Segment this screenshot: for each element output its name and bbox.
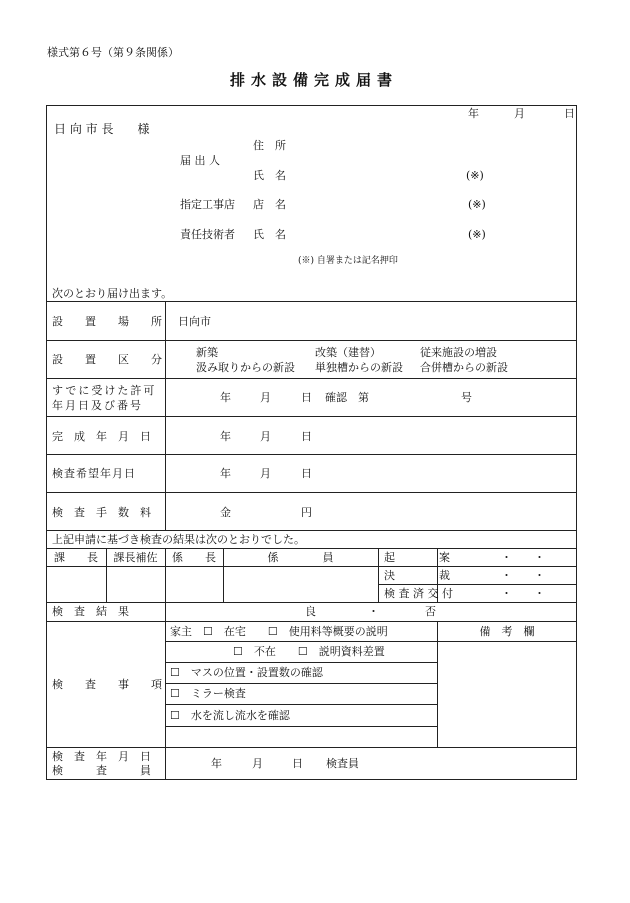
owner-check-line: 家主 ☐ 在宅 ☐ 使用料等概要の説明 xyxy=(170,625,388,638)
date-month: 月 xyxy=(514,107,525,120)
inspection-month: 月 xyxy=(252,757,263,770)
contractor-seal: (※) xyxy=(468,198,486,211)
result-dot: ・ xyxy=(368,605,379,618)
divider xyxy=(165,301,166,530)
divider xyxy=(46,530,577,531)
engineer-label: 責任技術者 xyxy=(180,228,235,241)
inspection-day: 日 xyxy=(292,757,303,770)
kian-label: 起 案 xyxy=(384,551,450,564)
divider xyxy=(378,584,577,585)
divider xyxy=(165,726,437,727)
completion-label: 完 成 年 月 日 xyxy=(52,430,151,443)
completion-year: 年 xyxy=(220,430,231,443)
fee-yen: 円 xyxy=(301,506,312,519)
fee-label: 検 査 手 数 料 xyxy=(52,506,151,519)
divider xyxy=(46,621,577,622)
location-label: 設 置 場 所 xyxy=(52,315,162,328)
divider xyxy=(437,621,438,747)
fee-kin: 金 xyxy=(220,506,231,519)
divider xyxy=(165,641,577,642)
absent-check-line: ☐ 不在 ☐ 説明資料差置 xyxy=(233,645,385,658)
applicant-name-label: 氏 名 xyxy=(253,169,286,182)
permit-label: すでに受けた許可 xyxy=(52,384,157,397)
kessai-date: ・ ・ xyxy=(501,569,545,582)
form-number: 様式第６号（第９条関係） xyxy=(47,46,179,59)
category-option: 単独槽からの新設 xyxy=(315,361,403,374)
divider xyxy=(46,301,577,302)
divider xyxy=(46,602,577,603)
result-intro: 上記申請に基づき検査の結果は次のとおりでした。 xyxy=(52,533,305,546)
inspection-request-label: 検査希望年月日 xyxy=(52,467,136,480)
kofu-date: ・ ・ xyxy=(501,587,545,600)
date-year: 年 xyxy=(468,107,479,120)
inspection-result-label: 検 査 結 果 xyxy=(52,605,129,618)
divider xyxy=(165,704,437,705)
permit-label: 年月日及び番号 xyxy=(52,399,143,412)
divider xyxy=(165,662,437,663)
date-day: 日 xyxy=(564,107,575,120)
applicant-label: 届 出 人 xyxy=(180,154,220,167)
seal-note: (※) 自署または記名押印 xyxy=(298,256,398,266)
divider xyxy=(46,566,378,567)
divider xyxy=(378,566,577,567)
permit-year: 年 xyxy=(220,391,231,404)
request-day: 日 xyxy=(301,467,312,480)
category-option: 汲み取りからの新設 xyxy=(196,361,295,374)
category-label: 設 置 区 分 xyxy=(52,353,162,366)
completion-month: 月 xyxy=(260,430,271,443)
kessai-label: 決 裁 xyxy=(384,569,450,582)
header-kakaricho: 係 長 xyxy=(172,551,216,564)
inspection-date-label: 検 査 年 月 日 xyxy=(52,750,151,763)
permit-day: 日 xyxy=(301,391,312,404)
intro-text: 次のとおり届け出ます。 xyxy=(52,287,173,300)
divider xyxy=(378,548,379,602)
inspection-year: 年 xyxy=(211,757,222,770)
divider xyxy=(46,747,577,748)
engineer-seal: (※) xyxy=(468,228,486,241)
contractor-name-label: 店 名 xyxy=(253,198,286,211)
header-kacho: 課 長 xyxy=(54,551,98,564)
permit-number: 号 xyxy=(461,391,472,404)
request-month: 月 xyxy=(260,467,271,480)
inspector-label: 検 査 員 xyxy=(52,764,151,777)
location-value: 日向市 xyxy=(178,315,211,328)
divider xyxy=(46,340,577,341)
header-kacho-hosa: 課長補佐 xyxy=(113,551,158,564)
kian-date: ・ ・ xyxy=(501,551,545,564)
divider xyxy=(165,683,437,684)
header-kakariin: 係 員 xyxy=(267,551,334,564)
divider xyxy=(165,602,166,780)
check-manhole: ☐ マスの位置・設置数の確認 xyxy=(170,666,323,679)
applicant-seal: (※) xyxy=(466,169,484,182)
check-mirror: ☐ ミラー検査 xyxy=(170,687,246,700)
remarks-label: 備 考 欄 xyxy=(479,625,535,638)
completion-day: 日 xyxy=(301,430,312,443)
permit-confirm: 確認 第 xyxy=(325,391,369,404)
category-option: 合併槽からの新設 xyxy=(420,361,508,374)
divider xyxy=(46,454,577,455)
divider xyxy=(46,416,577,417)
addressee: 日 向 市 長 様 xyxy=(54,122,150,136)
result-bad: 否 xyxy=(425,605,436,618)
address-label: 住 所 xyxy=(253,139,286,152)
request-year: 年 xyxy=(220,467,231,480)
contractor-label: 指定工事店 xyxy=(180,198,235,211)
engineer-name-label: 氏 名 xyxy=(253,228,286,241)
divider xyxy=(46,492,577,493)
permit-month: 月 xyxy=(260,391,271,404)
result-good: 良 xyxy=(305,605,316,618)
category-option: 改築（建替） xyxy=(315,346,381,359)
inspector-name-label: 検査員 xyxy=(326,757,359,770)
category-option: 従来施設の増設 xyxy=(420,346,497,359)
category-option: 新築 xyxy=(196,346,218,359)
inspection-items-label: 検 査 事 項 xyxy=(52,678,162,691)
kofu-label: 検 査 済 交 付 xyxy=(384,587,453,600)
divider xyxy=(46,378,577,379)
check-water-flow: ☐ 水を流し流水を確認 xyxy=(170,709,290,722)
divider xyxy=(46,548,577,549)
page-title: 排水設備完成届書 xyxy=(230,71,399,89)
